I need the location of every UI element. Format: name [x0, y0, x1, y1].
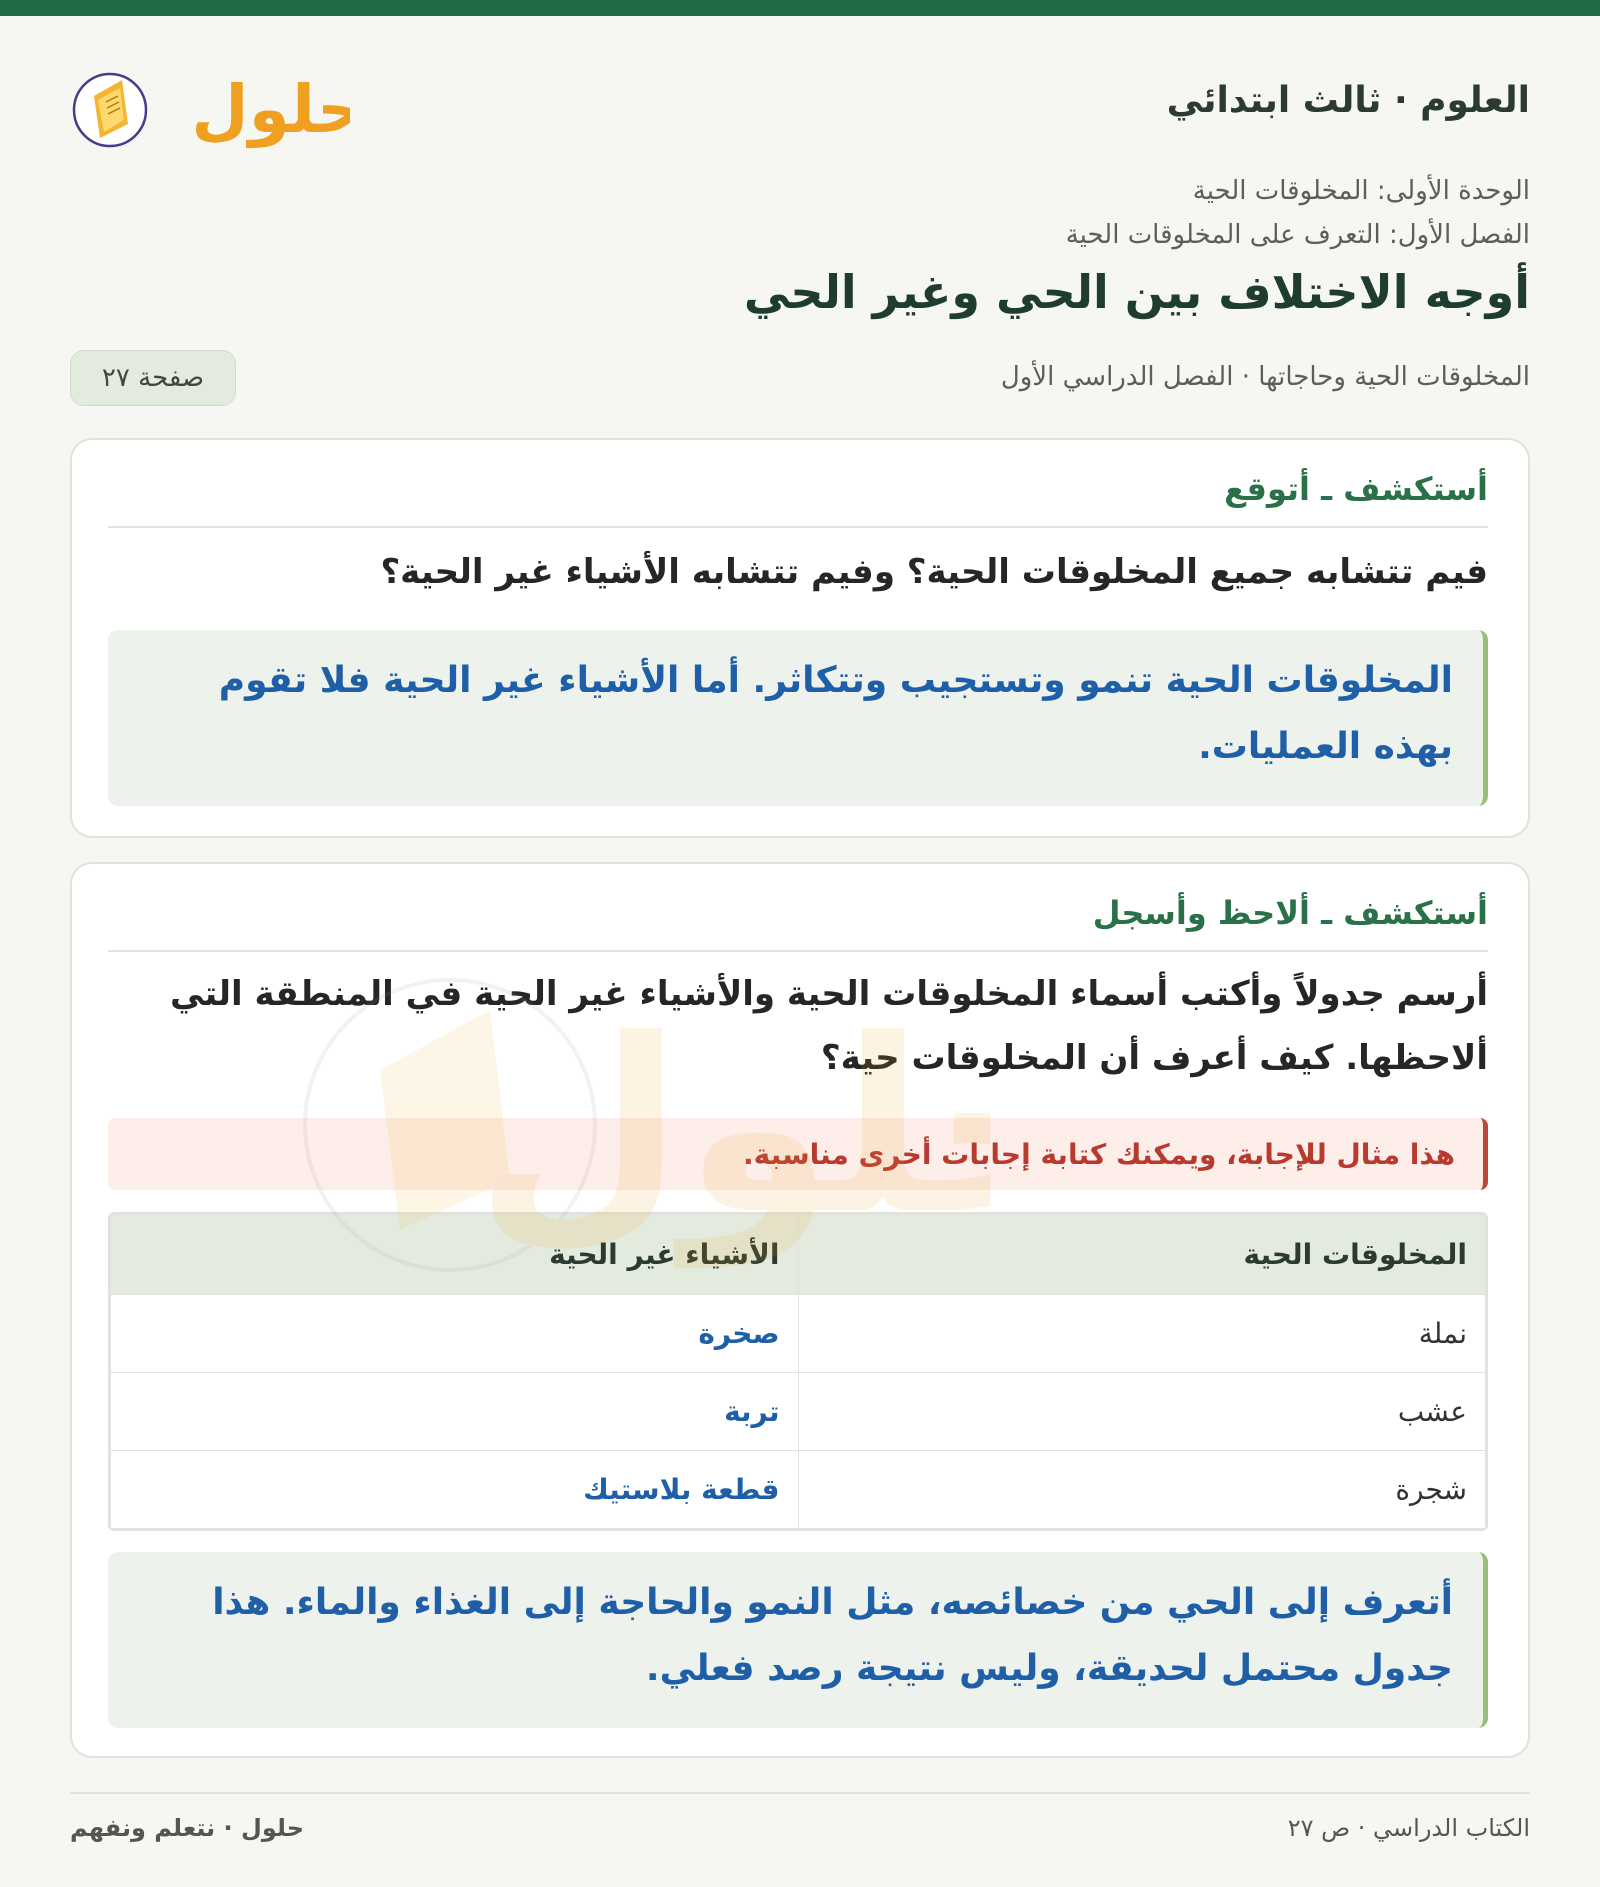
- living-cell: عشب: [798, 1373, 1486, 1451]
- answer-box: أتعرف إلى الحي من خصائصه، مثل النمو والحاجة إلى الغذاء والماء. هذا جدول محتمل لحديقة، وليس نتيجة رصد فعلي.: [108, 1552, 1488, 1728]
- answer-box: المخلوقات الحية تنمو وتستجيب وتتكاثر. أما الأشياء غير الحية فلا تقوم بهذه العمليات.: [108, 630, 1488, 806]
- question-text: فيم تتشابه جميع المخلوقات الحية؟ وفيم تتشابه الأشياء غير الحية؟: [380, 552, 1488, 592]
- logo-icon: [70, 50, 350, 160]
- column-header-nonliving: الأشياء غير الحية: [111, 1215, 799, 1295]
- table-row: [111, 1295, 1486, 1373]
- footer-divider: [70, 1792, 1530, 1794]
- subject-title: العلوم · ثالث ابتدائي: [1166, 80, 1530, 121]
- example-note: هذا مثال للإجابة، ويمكنك كتابة إجابات أخرى مناسبة.: [108, 1118, 1488, 1190]
- chapter-label: الفصل الأول: التعرف على المخلوقات الحية: [1065, 220, 1530, 250]
- page-header: [70, 50, 1530, 410]
- explore-predict-card: [70, 438, 1530, 838]
- footer-book-reference: الكتاب الدراسي · ص ٢٧: [1287, 1814, 1530, 1842]
- table-row: [111, 1373, 1486, 1451]
- table-row: [111, 1451, 1486, 1529]
- section-title: أستكشف ـ ألاحظ وأسجل: [108, 894, 1488, 952]
- unit-label: الوحدة الأولى: المخلوقات الحية: [1192, 176, 1530, 206]
- site-logo[interactable]: [70, 50, 350, 160]
- lesson-meta: المخلوقات الحية وحاجاتها · الفصل الدراسي الأول: [1000, 362, 1530, 392]
- section-title: أستكشف ـ أتوقع: [108, 470, 1488, 528]
- footer-slogan: حلول · نتعلم ونفهم: [70, 1814, 304, 1842]
- explore-observe-card: [70, 862, 1530, 1758]
- nonliving-cell: صخرة: [111, 1295, 799, 1373]
- living-cell: شجرة: [798, 1451, 1486, 1529]
- page-number-badge: صفحة ٢٧: [70, 350, 236, 406]
- column-header-living: المخلوقات الحية: [798, 1215, 1486, 1295]
- nonliving-cell: تربة: [111, 1373, 799, 1451]
- observation-table: [108, 1212, 1488, 1531]
- svg-text:حلول: حلول: [191, 71, 350, 148]
- nonliving-cell: قطعة بلاستيك: [111, 1451, 799, 1529]
- living-cell: نملة: [798, 1295, 1486, 1373]
- top-accent-bar: [0, 0, 1600, 16]
- lesson-title: أوجه الاختلاف بين الحي وغير الحي: [743, 265, 1530, 319]
- question-text: أرسم جدولاً وأكتب أسماء المخلوقات الحية والأشياء غير الحية في المنطقة التي ألاحظها. كيف أعرف أن المخلوقات حية؟: [169, 974, 1488, 1078]
